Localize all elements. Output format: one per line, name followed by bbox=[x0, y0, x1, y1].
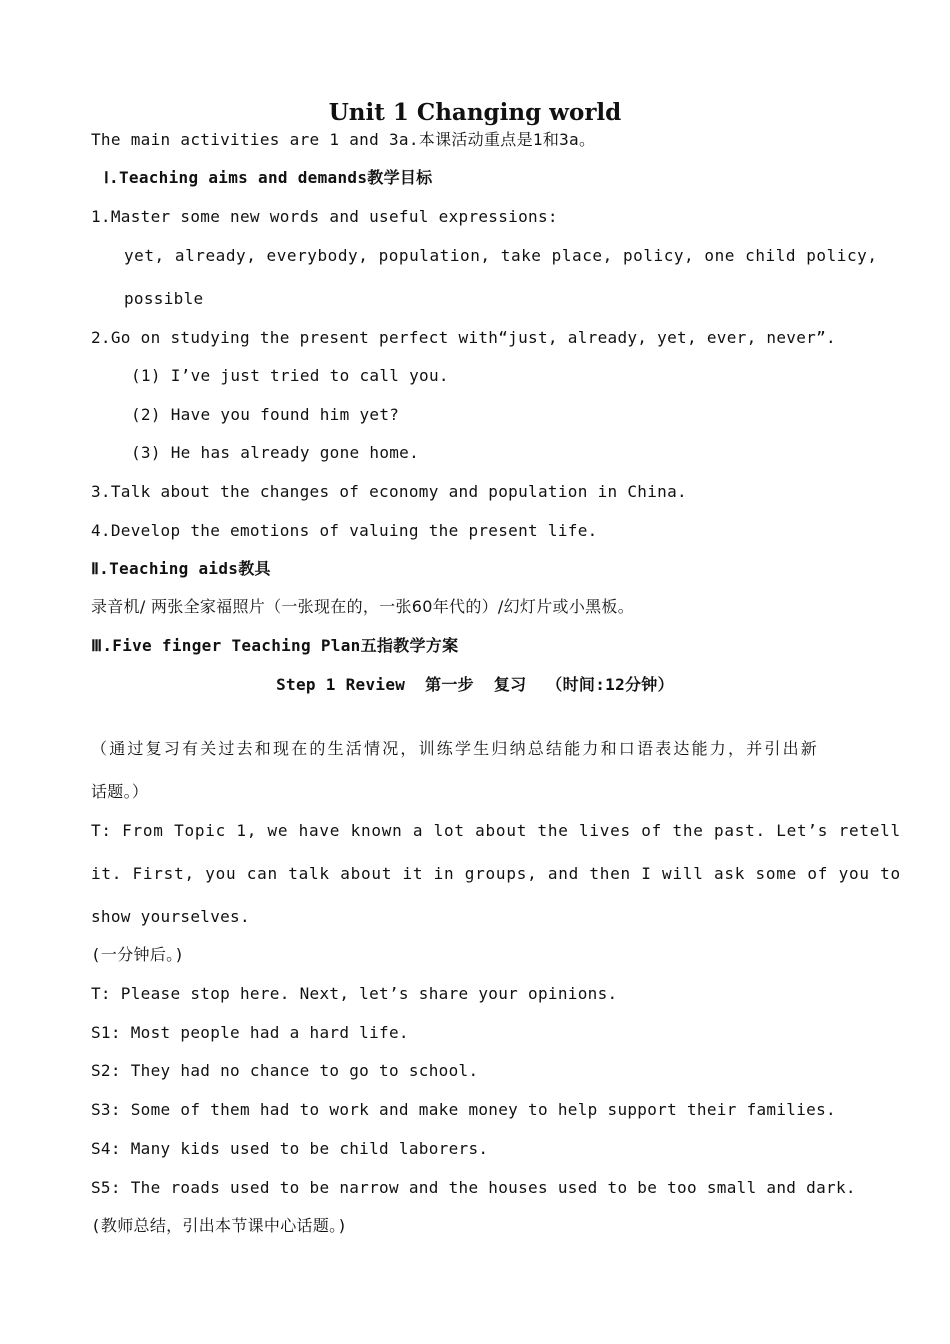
example-sentence: (2) Have you found him yet? bbox=[131, 405, 400, 424]
student-line: S1: Most people had a hard life. bbox=[91, 1023, 409, 1042]
teacher-line: it. First, you can talk about it in groups, and then I will ask some of you to bbox=[91, 864, 901, 883]
example-sentence: (3) He has already gone home. bbox=[131, 443, 420, 462]
intro-line: The main activities are 1 and 3a.本课活动重点是1和3a。 bbox=[91, 130, 596, 149]
stage-direction: (教师总结，引出本节课中心话题。) bbox=[91, 1216, 348, 1235]
vocabulary-list: yet, already, everybody, population, take place, policy, one child policy, bbox=[124, 246, 878, 265]
student-line: S5: The roads used to be narrow and the houses used to be too small and dark. bbox=[91, 1178, 856, 1197]
aim-item-1: 1.Master some new words and useful expressions: bbox=[91, 207, 558, 226]
section-heading-teaching-plan: Ⅲ.Five finger Teaching Plan五指教学方案 bbox=[91, 636, 459, 655]
example-sentence: (1) I’ve just tried to call you. bbox=[131, 366, 449, 385]
teacher-line: show yourselves. bbox=[91, 907, 250, 926]
page-title: Unit 1 Changing world bbox=[328, 99, 622, 126]
teacher-line: T: Please stop here. Next, let’s share your opinions. bbox=[91, 984, 618, 1003]
step-1-note-continued: 话题。） bbox=[91, 782, 149, 801]
teacher-line: T: From Topic 1, we have known a lot about the lives of the past. Let’s retell bbox=[91, 821, 901, 840]
student-line: S2: They had no chance to go to school. bbox=[91, 1061, 479, 1080]
vocabulary-list-continued: possible bbox=[124, 289, 204, 308]
student-line: S4: Many kids used to be child laborers. bbox=[91, 1139, 489, 1158]
aim-item-2: 2.Go on studying the present perfect with“just, already, yet, ever, never”. bbox=[91, 328, 836, 347]
teaching-aids-content: 录音机/ 两张全家福照片（一张现在的，一张60年代的）/幻灯片或小黑板。 bbox=[91, 597, 635, 616]
step-1-note: （通过复习有关过去和现在的生活情况，训练学生归纳总结能力和口语表达能力，并引出新 bbox=[91, 739, 820, 758]
student-line: S3: Some of them had to work and make money to help support their families. bbox=[91, 1100, 836, 1119]
stage-direction: (一分钟后。) bbox=[91, 945, 185, 964]
aim-item-4: 4.Develop the emotions of valuing the present life. bbox=[91, 521, 598, 540]
section-heading-teaching-aims: Ⅰ.Teaching aims and demands教学目标 bbox=[104, 168, 433, 187]
step-1-heading: Step 1 Review 第一步 复习 （时间:12分钟） bbox=[276, 675, 674, 694]
section-heading-teaching-aids: Ⅱ.Teaching aids教具 bbox=[91, 559, 271, 578]
aim-item-3: 3.Talk about the changes of economy and population in China. bbox=[91, 482, 687, 501]
